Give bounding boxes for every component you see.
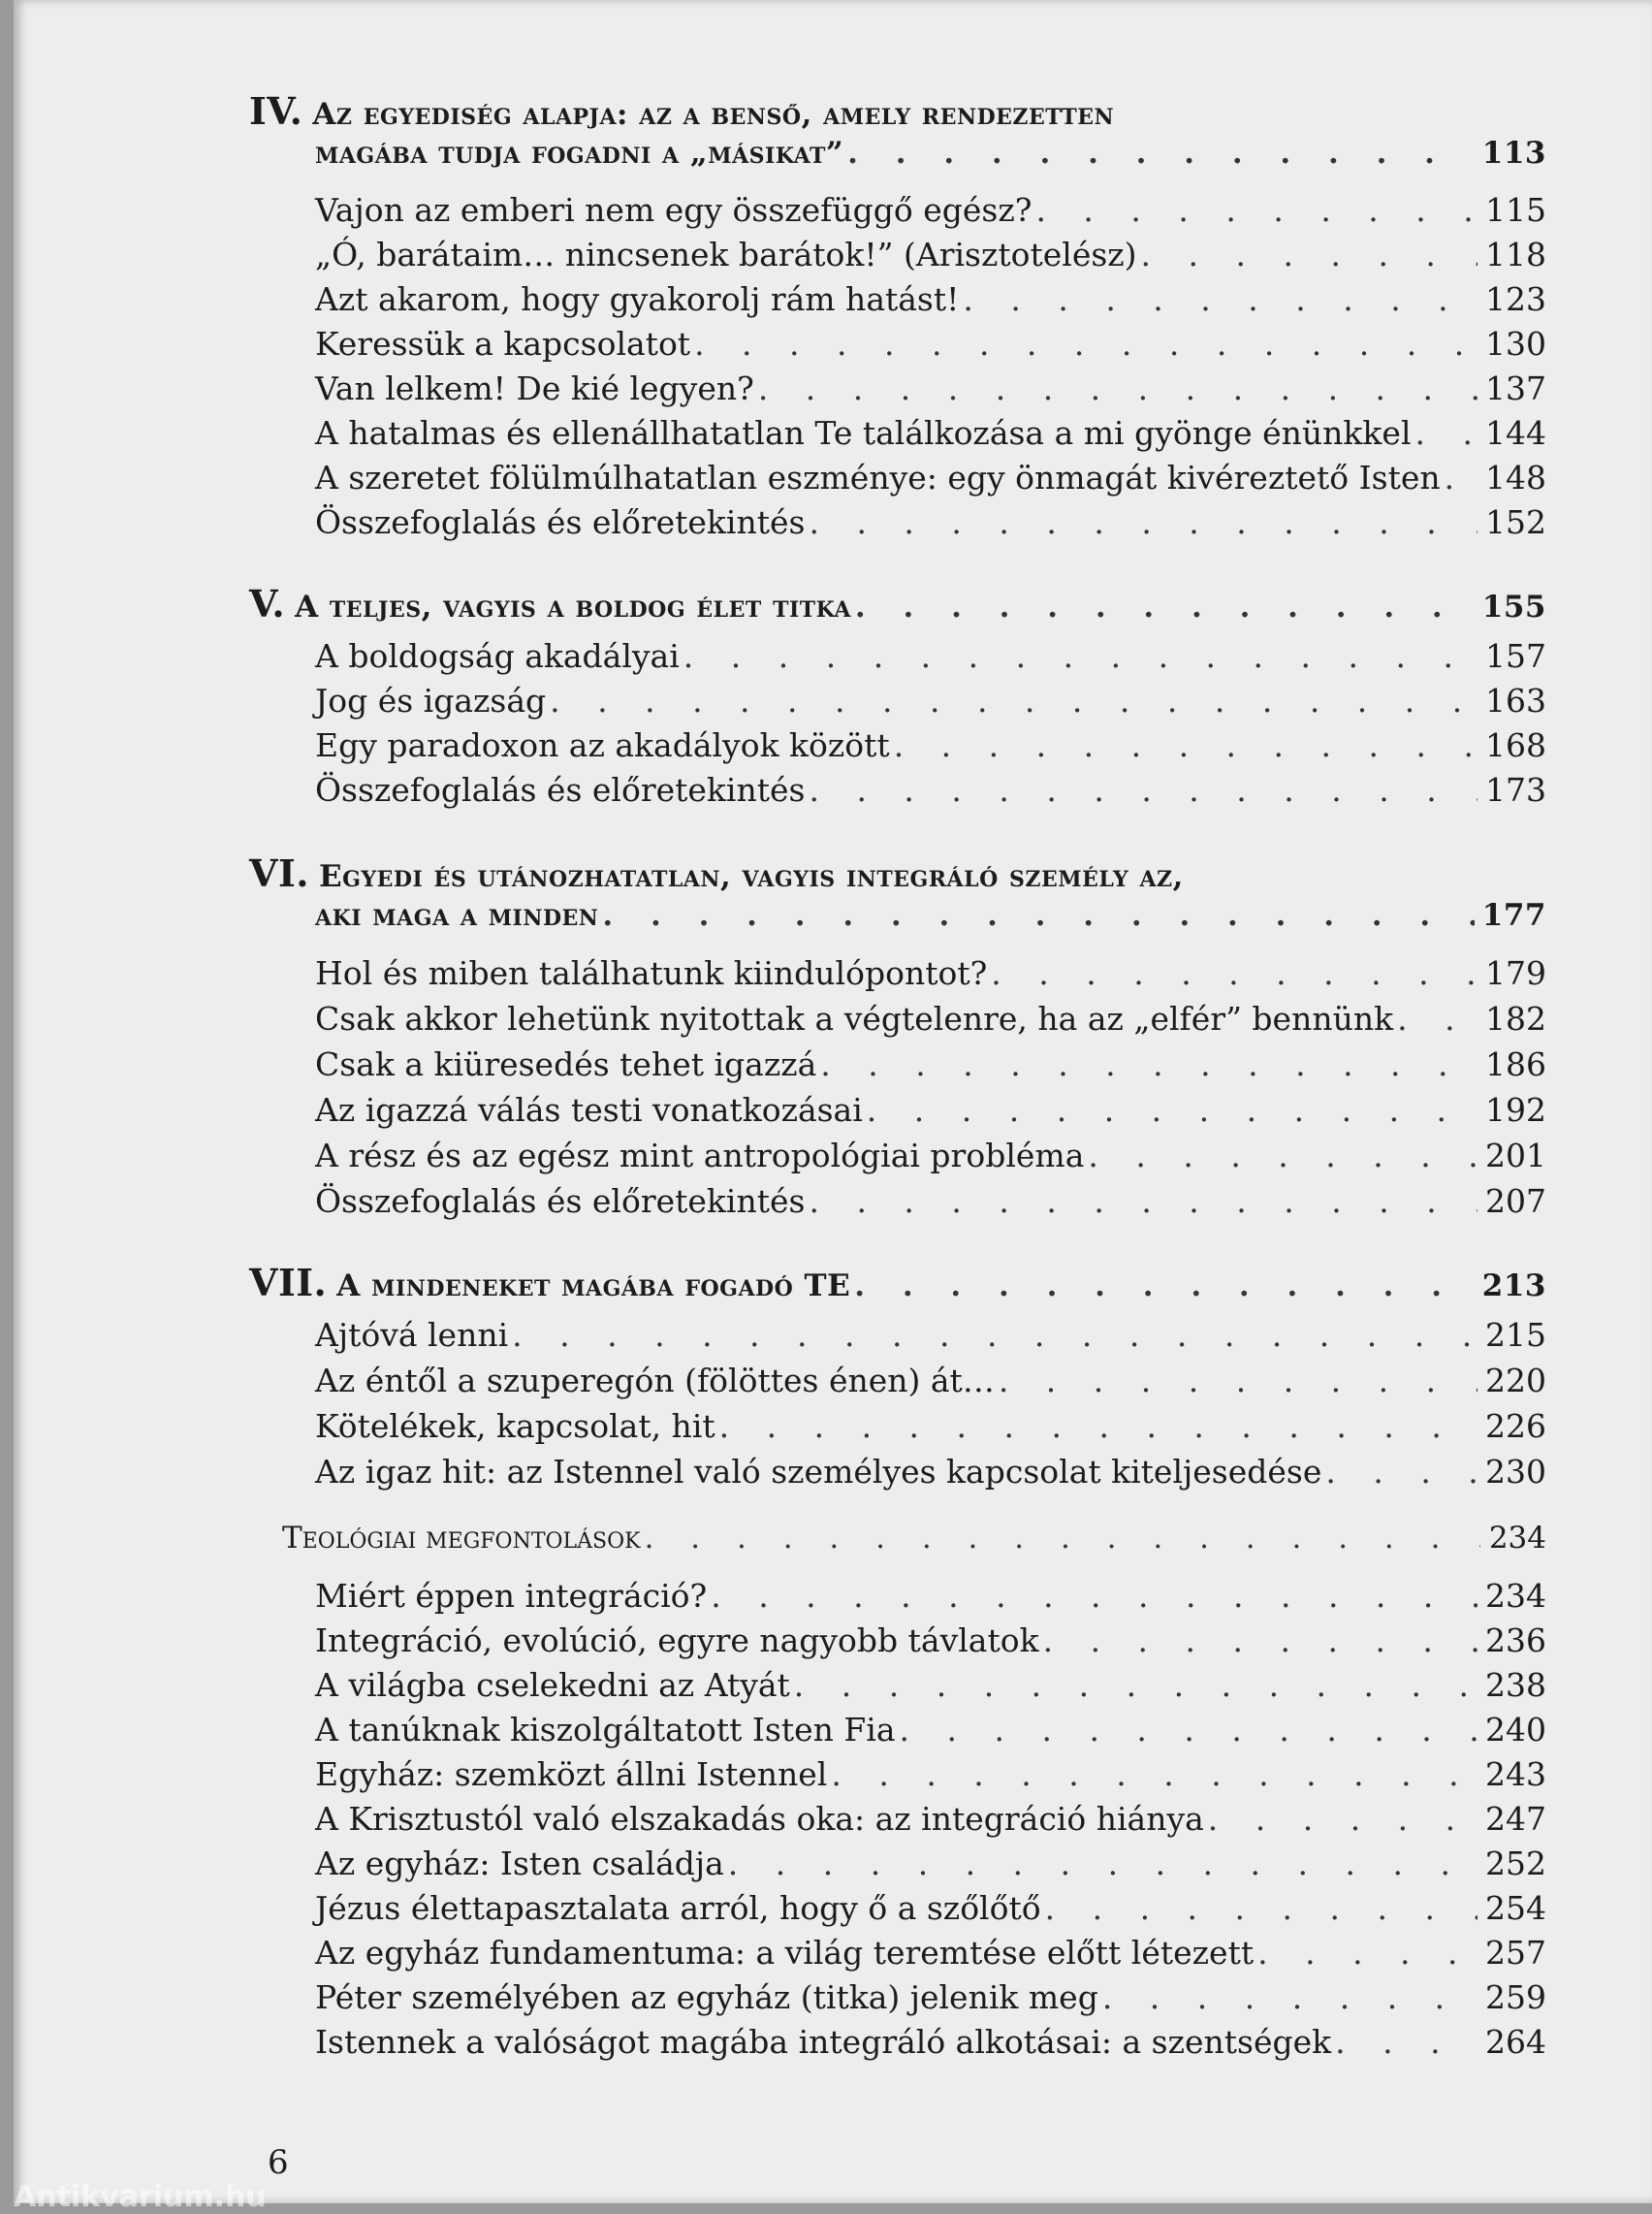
leader-dots bbox=[602, 898, 1474, 933]
page-ref: 163 bbox=[1485, 682, 1546, 720]
chapter-number: V. bbox=[249, 582, 286, 626]
entry-title: Integráció, evolúció, egyre nagyobb távlatok bbox=[315, 1621, 1039, 1659]
toc-entry[interactable] bbox=[315, 1621, 1546, 1659]
entry-title: „Ó, barátaim… nincsenek barátok!” (Arisztotelész) bbox=[315, 236, 1137, 273]
chapter-v-heading[interactable] bbox=[249, 582, 1546, 626]
page-ref: 226 bbox=[1485, 1407, 1546, 1445]
leader-dots bbox=[794, 1666, 1477, 1704]
toc-entry[interactable] bbox=[315, 1045, 1546, 1083]
chapter-number: VI. bbox=[249, 851, 309, 895]
page-ref: 234 bbox=[1485, 1577, 1546, 1615]
page-ref: 230 bbox=[1485, 1453, 1546, 1491]
toc-entry[interactable] bbox=[315, 954, 1546, 992]
entry-title: Összefoglalás és előretekintés bbox=[315, 503, 806, 541]
chapter-title: aki maga a minden bbox=[315, 898, 599, 933]
entry-title: Ajtóvá lenni bbox=[315, 1316, 509, 1354]
page-ref: 254 bbox=[1485, 1889, 1546, 1927]
leader-dots bbox=[1397, 1000, 1477, 1038]
page-ref: 173 bbox=[1485, 771, 1546, 809]
entry-title: A tanúknak kiszolgáltatott Isten Fia bbox=[315, 1711, 896, 1749]
page-ref: 207 bbox=[1485, 1182, 1546, 1220]
leader-dots bbox=[900, 1711, 1477, 1749]
toc-entry[interactable] bbox=[315, 1453, 1546, 1491]
chapter-title: magába tudja fogadni a „másikat” bbox=[315, 136, 844, 171]
page-ref: 144 bbox=[1485, 414, 1546, 452]
leader-dots bbox=[847, 136, 1475, 171]
toc-entry[interactable] bbox=[315, 2023, 1546, 2061]
toc-entry[interactable] bbox=[315, 1182, 1546, 1220]
entry-title: A hatalmas és ellenállhatatlan Te találkozása a mi gyönge énünkkel bbox=[315, 414, 1412, 452]
page-ref: 252 bbox=[1485, 1845, 1546, 1882]
leader-dots bbox=[1325, 1453, 1477, 1491]
page-ref: 130 bbox=[1485, 325, 1546, 363]
entry-title: Hol és miben találhatunk kiindulópontot? bbox=[315, 954, 988, 992]
page-ref: 177 bbox=[1481, 898, 1546, 933]
leader-dots bbox=[512, 1316, 1477, 1354]
leader-dots bbox=[1208, 1800, 1477, 1838]
leader-dots bbox=[854, 1268, 1475, 1303]
page-ref: 168 bbox=[1485, 726, 1546, 764]
leader-dots bbox=[645, 1521, 1480, 1556]
page-ref: 247 bbox=[1485, 1800, 1546, 1838]
toc-entry[interactable] bbox=[315, 1755, 1546, 1793]
leader-dots bbox=[1043, 1621, 1477, 1659]
leader-dots bbox=[991, 954, 1477, 992]
page-ref: 240 bbox=[1485, 1711, 1546, 1749]
leader-dots bbox=[809, 771, 1477, 809]
page-ref: 118 bbox=[1485, 236, 1546, 273]
toc-entry[interactable] bbox=[315, 726, 1546, 764]
leader-dots bbox=[894, 726, 1477, 764]
page-ref: 264 bbox=[1485, 2023, 1546, 2061]
page-ref: 243 bbox=[1485, 1755, 1546, 1793]
book-page bbox=[14, 0, 1652, 2214]
page-ref: 186 bbox=[1485, 1045, 1546, 1083]
toc-entry[interactable] bbox=[315, 1091, 1546, 1129]
leader-dots bbox=[1141, 236, 1477, 273]
page-ref: 115 bbox=[1485, 191, 1546, 229]
leader-dots bbox=[831, 1755, 1477, 1793]
toc-entry[interactable] bbox=[315, 637, 1546, 675]
theology-heading[interactable] bbox=[282, 1521, 1546, 1556]
leader-dots bbox=[550, 682, 1477, 720]
toc-entry[interactable] bbox=[315, 1316, 1546, 1354]
page-ref: 236 bbox=[1485, 1621, 1546, 1659]
page-ref: 123 bbox=[1485, 280, 1546, 318]
entry-title: Csak a kiüresedés tehet igazzá bbox=[315, 1045, 817, 1083]
leader-dots bbox=[1088, 1137, 1477, 1174]
toc-entry[interactable] bbox=[315, 369, 1546, 407]
entry-title: A boldogság akadályai bbox=[315, 637, 680, 675]
entry-title: Egyház: szemközt állni Istennel bbox=[315, 1755, 828, 1793]
chapter-vii-heading[interactable] bbox=[249, 1261, 1546, 1304]
leader-dots bbox=[719, 1407, 1477, 1445]
page-ref: 257 bbox=[1485, 1934, 1546, 1972]
toc-entry[interactable] bbox=[315, 1407, 1546, 1445]
page-ref: 192 bbox=[1485, 1091, 1546, 1129]
toc-entry[interactable] bbox=[315, 236, 1546, 273]
page-ref: 182 bbox=[1485, 1000, 1546, 1038]
toc-entry[interactable] bbox=[315, 1666, 1546, 1704]
toc-entry[interactable] bbox=[315, 1845, 1546, 1882]
page-ref: 148 bbox=[1485, 459, 1546, 497]
page-ref: 137 bbox=[1485, 369, 1546, 407]
entry-title: Azt akarom, hogy gyakorolj rám hatást! bbox=[315, 280, 960, 318]
entry-title: Összefoglalás és előretekintés bbox=[315, 771, 806, 809]
toc-entry[interactable] bbox=[315, 459, 1546, 497]
page-number: 6 bbox=[268, 2143, 289, 2182]
toc-entry[interactable] bbox=[315, 1934, 1546, 1972]
entry-title: A szeretet fölülmúlhatatlan eszménye: egy önmagát kivéreztető Isten bbox=[315, 459, 1441, 497]
toc-entry[interactable] bbox=[315, 1000, 1546, 1038]
page-ref: 179 bbox=[1485, 954, 1546, 992]
entry-title: Istennek a valóságot magába integráló alkotásai: a szentségek bbox=[315, 2023, 1332, 2061]
leader-dots bbox=[855, 590, 1475, 625]
toc-entry[interactable] bbox=[315, 503, 1546, 541]
entry-title: Miért éppen integráció? bbox=[315, 1577, 708, 1615]
toc-entry[interactable] bbox=[315, 771, 1546, 809]
toc-entry[interactable] bbox=[315, 280, 1546, 318]
chapter-number: IV. bbox=[249, 89, 303, 133]
entry-title: Keressük a kapcsolatot bbox=[315, 325, 691, 363]
leader-dots bbox=[999, 1362, 1477, 1399]
entry-title: A világba cselekedni az Atyát bbox=[315, 1666, 790, 1704]
entry-title: A rész és az egész mint antropológiai probléma bbox=[315, 1137, 1085, 1174]
leader-dots bbox=[867, 1091, 1477, 1129]
page-ref: 201 bbox=[1485, 1137, 1546, 1174]
page-ref: 259 bbox=[1485, 1978, 1546, 2016]
chapter-iv-heading-line2[interactable] bbox=[315, 136, 1546, 171]
toc-entry[interactable] bbox=[315, 191, 1546, 229]
entry-title: Van lelkem! De kié legyen? bbox=[315, 369, 754, 407]
chapter-title: Egyedi és utánozhatatlan, vagyis integráló személy az, bbox=[319, 859, 1184, 894]
page-ref: 157 bbox=[1485, 637, 1546, 675]
chapter-vi-heading-line1 bbox=[249, 851, 1184, 895]
toc-entry[interactable] bbox=[315, 1978, 1546, 2016]
entry-title: Az egyház fundamentuma: a világ teremtése előtt létezett bbox=[315, 1934, 1255, 1972]
page-ref: 215 bbox=[1485, 1316, 1546, 1354]
toc-entry[interactable] bbox=[315, 1577, 1546, 1615]
entry-title: Csak akkor lehetünk nyitottak a végtelenre, ha az „elfér” bennünk bbox=[315, 1000, 1394, 1038]
chapter-iv-heading-line1 bbox=[249, 89, 1114, 133]
leader-dots bbox=[963, 280, 1477, 318]
leader-dots bbox=[1445, 459, 1477, 497]
toc-entry[interactable] bbox=[315, 414, 1546, 452]
page-ref: 220 bbox=[1485, 1362, 1546, 1399]
entry-title: Kötelékek, kapcsolat, hit bbox=[315, 1407, 715, 1445]
entry-title: Péter személyében az egyház (titka) jelenik meg bbox=[315, 1978, 1098, 2016]
leader-dots bbox=[1257, 1934, 1477, 1972]
page-ref: 113 bbox=[1481, 136, 1546, 171]
leader-dots bbox=[1415, 414, 1478, 452]
leader-dots bbox=[711, 1577, 1477, 1615]
leader-dots bbox=[728, 1845, 1477, 1882]
entry-title: Az igaz hit: az Istennel való személyes kapcsolat kiteljesedése bbox=[315, 1453, 1322, 1491]
leader-dots bbox=[758, 369, 1477, 407]
page-ref: 213 bbox=[1481, 1268, 1546, 1303]
toc-entry[interactable] bbox=[315, 682, 1546, 720]
toc-entry[interactable] bbox=[315, 1800, 1546, 1838]
theology-title: Teológiai megfontolások bbox=[282, 1521, 641, 1556]
leader-dots bbox=[809, 1182, 1477, 1220]
chapter-title: Az egyediség alapja: az a benső, amely rendezetten bbox=[312, 97, 1115, 132]
page-ref: 238 bbox=[1485, 1666, 1546, 1704]
entry-title: Összefoglalás és előretekintés bbox=[315, 1182, 806, 1220]
toc-entry[interactable] bbox=[315, 325, 1546, 363]
chapter-vi-heading-line2[interactable] bbox=[315, 898, 1546, 933]
page-ref: 234 bbox=[1488, 1521, 1546, 1556]
entry-title: A Krisztustól való elszakadás oka: az integráció hiánya bbox=[315, 1800, 1204, 1838]
entry-title: Az éntől a szuperegón (fölöttes énen) át… bbox=[315, 1362, 995, 1399]
entry-title: Jézus élettapasztalata arról, hogy ő a szőlőtő bbox=[315, 1889, 1041, 1927]
leader-dots bbox=[1335, 2023, 1477, 2061]
toc-entry[interactable] bbox=[315, 1711, 1546, 1749]
toc-entry[interactable] bbox=[315, 1889, 1546, 1927]
chapter-title: A mindeneket magába fogadó TE bbox=[336, 1268, 851, 1303]
entry-title: Az egyház: Isten családja bbox=[315, 1845, 724, 1882]
leader-dots bbox=[1102, 1978, 1477, 2016]
toc-entry[interactable] bbox=[315, 1137, 1546, 1174]
page-ref: 155 bbox=[1481, 590, 1546, 625]
chapter-number: VII. bbox=[249, 1261, 328, 1304]
entry-title: Vajon az emberi nem egy összefüggő egész? bbox=[315, 191, 1032, 229]
leader-dots bbox=[809, 503, 1477, 541]
toc-entry[interactable] bbox=[315, 1362, 1546, 1399]
leader-dots bbox=[683, 637, 1477, 675]
entry-title: Egy paradoxon az akadályok között bbox=[315, 726, 890, 764]
leader-dots bbox=[694, 325, 1477, 363]
leader-dots bbox=[1035, 191, 1477, 229]
watermark: Antikvarium.hu bbox=[14, 2180, 267, 2214]
page-ref: 152 bbox=[1485, 503, 1546, 541]
entry-title: Jog és igazság bbox=[315, 682, 547, 720]
leader-dots bbox=[1045, 1889, 1477, 1927]
leader-dots bbox=[820, 1045, 1477, 1083]
chapter-title: A teljes, vagyis a boldog élet titka bbox=[295, 590, 851, 625]
entry-title: Az igazzá válás testi vonatkozásai bbox=[315, 1091, 863, 1129]
